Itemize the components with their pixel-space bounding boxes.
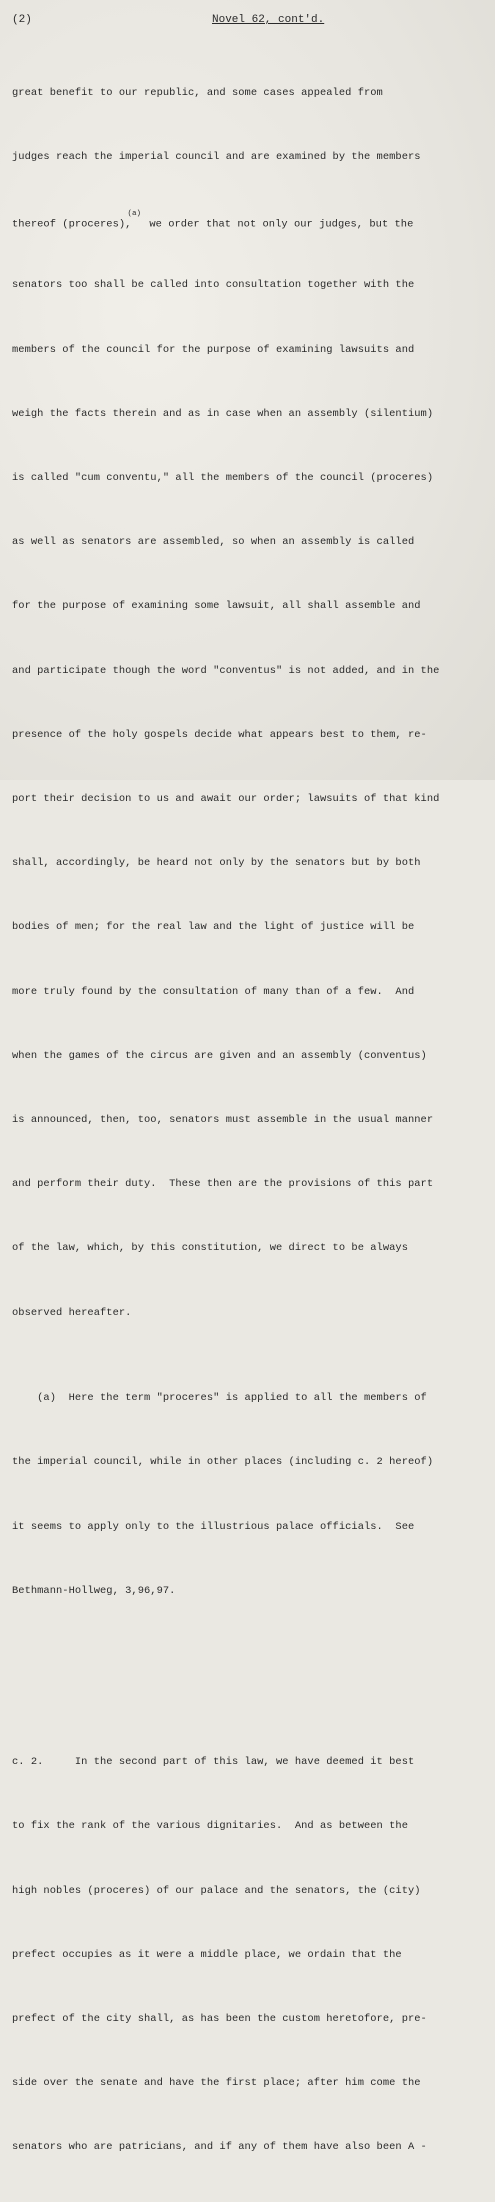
text-line: of the law, which, by this constitution, we direct to be always	[12, 1242, 408, 1255]
text-line: more truly found by the consultation of many than of a few. And	[12, 985, 415, 998]
section-line: senators who are patricians, and if any of them have also been A -	[12, 2141, 427, 2154]
document-body	[12, 40, 485, 2202]
text-line: for the purpose of examining some lawsuit, all shall assemble and	[12, 600, 421, 613]
section-line: side over the senate and have the first place; after him come the	[12, 2077, 421, 2090]
page-number: (2)	[12, 14, 32, 26]
section-line: c. 2. In the second part of this law, we have deemed it best	[12, 1756, 415, 1769]
section-gap	[12, 1667, 485, 1688]
text-line: when the games of the circus are given and an assembly (conventus)	[12, 1049, 427, 1062]
footnote-line: it seems to apply only to the illustrious palace officials. See	[12, 1520, 415, 1533]
text-line: bodies of men; for the real law and the light of justice will be	[12, 921, 415, 934]
footnote-line: the imperial council, while in other places (including c. 2 hereof)	[12, 1456, 434, 1469]
text-segment: we order that not only our judges, but the	[143, 218, 414, 231]
page-header	[12, 12, 485, 36]
footnote-line: (a) Here the term "proceres" is applied to all the members of	[12, 1392, 427, 1405]
footnote-line: Bethmann-Hollweg, 3,96,97.	[12, 1584, 176, 1597]
text-line: members of the council for the purpose of examining lawsuits and	[12, 343, 415, 356]
running-title: Novel 62, cont'd.	[212, 14, 325, 26]
text-line: presence of the holy gospels decide what appears best to them, re-	[12, 728, 427, 741]
section-line: to fix the rank of the various dignitaries. And as between the	[12, 1820, 408, 1833]
footnote-marker: (a)	[127, 210, 142, 219]
text-line: and perform their duty. These then are the provisions of this part	[12, 1178, 434, 1191]
text-line: weigh the facts therein and as in case when an assembly (silentium)	[12, 407, 434, 420]
section-line: prefect occupies as it were a middle place, we ordain that the	[12, 1948, 402, 1961]
section-line: prefect of the city shall, as has been the custom heretofore, pre-	[12, 2012, 427, 2025]
text-line: is announced, then, too, senators must assemble in the usual manner	[12, 1114, 434, 1127]
text-line: port their decision to us and await our order; lawsuits of that kind	[12, 793, 440, 806]
text-line: judges reach the imperial council and are examined by the members	[12, 151, 421, 164]
text-line: senators too shall be called into consultation together with the	[12, 279, 415, 292]
text-line: and participate though the word "conventus" is not added, and in the	[12, 664, 440, 677]
text-line: great benefit to our republic, and some cases appealed from	[12, 86, 383, 99]
text-line: as well as senators are assembled, so when an assembly is called	[12, 536, 415, 549]
text-line: is called "cum conventu," all the members of the council (proceres)	[12, 472, 434, 485]
text-line-with-footnote	[12, 211, 485, 232]
text-line: shall, accordingly, be heard not only by the senators but by both	[12, 857, 421, 870]
section-line: high nobles (proceres) of our palace and the senators, the (city)	[12, 1884, 421, 1897]
text-line: observed hereafter.	[12, 1306, 132, 1319]
text-segment: thereof (proceres),	[12, 218, 132, 231]
